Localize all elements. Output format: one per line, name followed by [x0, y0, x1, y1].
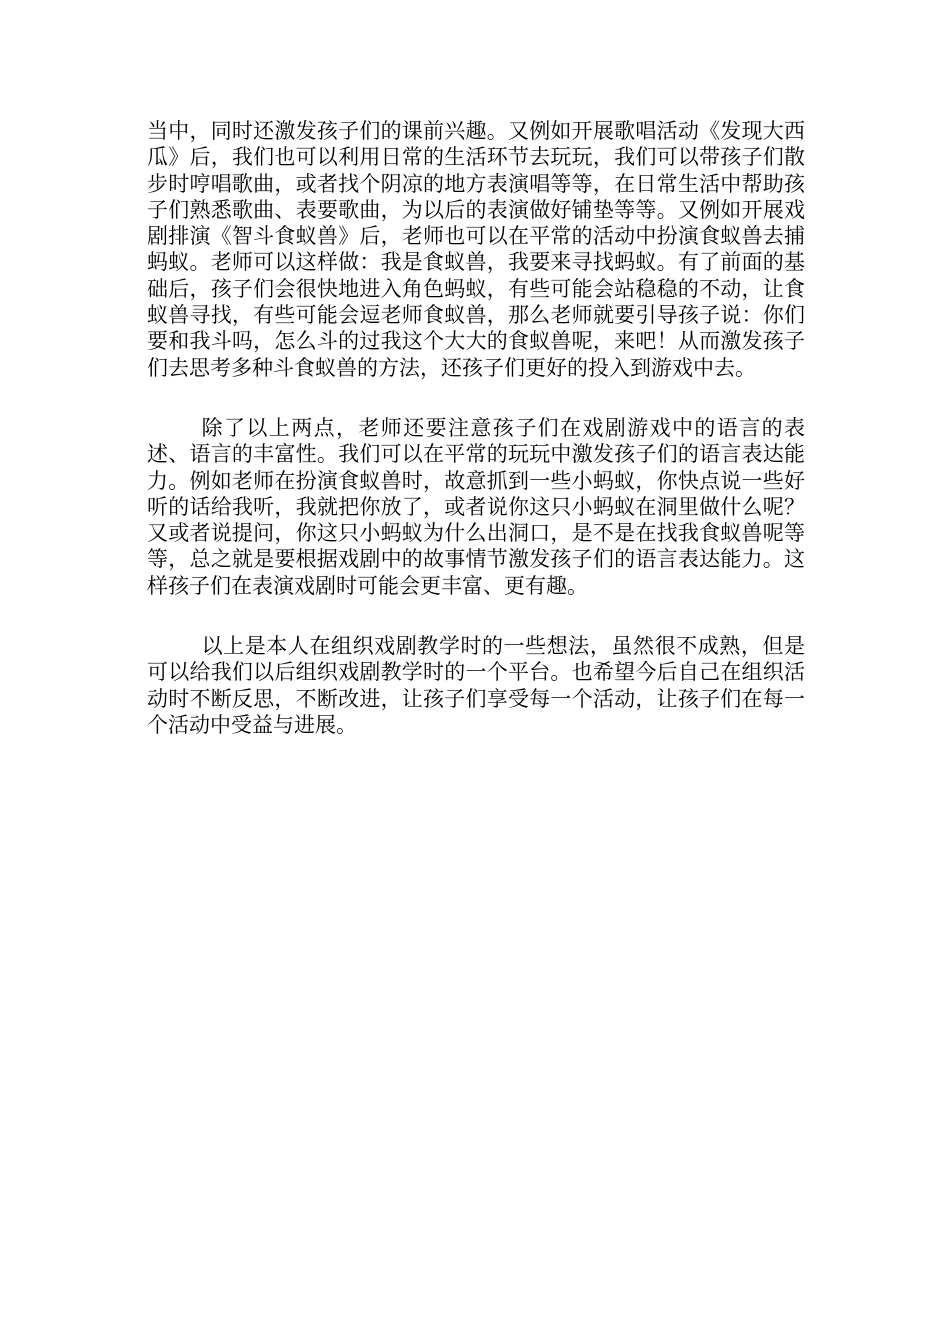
paragraph-1: 当中，同时还激发孩子们的课前兴趣。又例如开展歌唱活动《发现大西瓜》后，我们也可以利用日常的生活环节去玩玩，我们可以带孩子们散步时哼唱歌曲，或者找个阴凉的地方表演唱等等，在日常生活中帮助孩子们熟悉歌曲、表要歌曲，为以后的表演做好铺垫等等。又例如开展戏剧排演《智斗食蚁兽》后，老师也可以在平常的活动中扮演食蚁兽去捕蚂蚁。老师可以这样做：我是食蚁兽，我要来寻找蚂蚁。有了前面的基础后，孩子们会很快地进入角色蚂蚁，有些可能会站稳稳的不动，让食蚁兽寻找，有些可能会逗老师食蚁兽，那么老师就要引导孩子说：你们要和我斗吗，怎么斗的过我这个大大的食蚁兽呢，来吧！从而激发孩子们去思考多种斗食蚁兽的方法，还孩子们更好的投入到游戏中去。	[147, 119, 805, 380]
paragraph-spacer	[147, 599, 805, 633]
paragraph-2: 除了以上两点，老师还要注意孩子们在戏剧游戏中的语言的表述、语言的丰富性。我们可以在平常的玩玩中激发孩子们的语言表达能力。例如老师在扮演食蚁兽时，故意抓到一些小蚂蚁，你快点说一些好听的话给我听，我就把你放了，或者说你这只小蚂蚁在洞里做什么呢？又或者说提问，你这只小蚂蚁为什么出洞口，是不是在找我食蚁兽呢等等，总之就是要根据戏剧中的故事情节激发孩子们的语言表达能力。这样孩子们在表演戏剧时可能会更丰富、更有趣。	[147, 415, 805, 598]
document-body	[147, 118, 805, 738]
paragraph-3: 以上是本人在组织戏剧教学时的一些想法，虽然很不成熟，但是可以给我们以后组织戏剧教学时的一个平台。也希望今后自己在组织活动时不断反思，不断改进，让孩子们享受每一个活动，让孩子们在每一个活动中受益与进展。	[147, 634, 805, 737]
paragraph-spacer	[147, 381, 805, 415]
